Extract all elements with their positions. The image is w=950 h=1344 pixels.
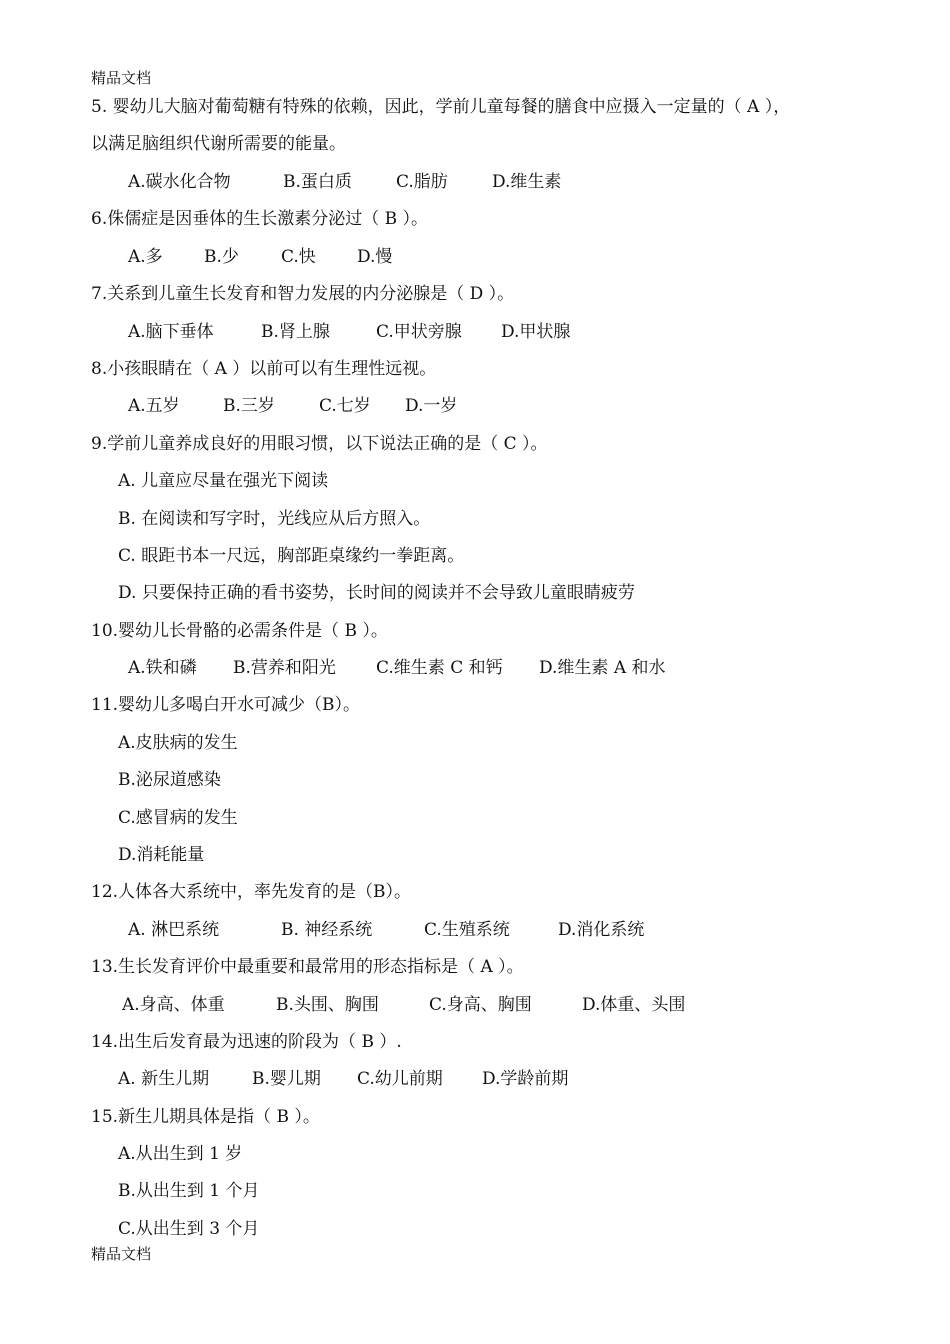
q8-option-b: B.三岁 [223,396,275,416]
q10-option-c: C.维生素 C 和钙 [376,658,503,678]
q9-option-a: A. 儿童应尽量在强光下阅读 [118,471,329,491]
q8-option-d: D.一岁 [405,396,458,416]
q8-option-a: A.五岁 [128,396,180,416]
q15-option-a: A.从出生到 1 岁 [118,1144,243,1164]
q11-option-b: B.泌尿道感染 [118,770,221,790]
q12-option-b: B. 神经系统 [281,920,373,940]
q11-option-d: D.消耗能量 [118,845,205,865]
q15-option-c: C.从出生到 3 个月 [118,1219,260,1239]
page-header: 精品文档 [91,69,152,87]
question-9: 9.学前儿童养成良好的用眼习惯，以下说法正确的是（ C ）。 [91,434,548,454]
q11-option-a: A.皮肤病的发生 [118,733,238,753]
q14-option-d: D.学龄前期 [482,1069,569,1089]
q13-option-b: B.头围、胸围 [276,995,379,1015]
q5-option-b: B.蛋白质 [283,172,352,192]
question-12: 12.人体各大系统中，率先发育的是（B）。 [91,882,412,902]
q6-option-d: D.慢 [357,247,393,267]
q6-option-b: B.少 [204,247,239,267]
question-6: 6.侏儒症是因垂体的生长激素分泌过（ B ）。 [91,209,429,229]
q14-option-a: A. 新生儿期 [118,1069,210,1089]
q5-option-d: D.维生素 [492,172,562,192]
q12-option-d: D.消化系统 [558,920,645,940]
q15-option-b: B.从出生到 1 个月 [118,1181,260,1201]
question-5-line-2: 以满足脑组织代谢所需要的能量。 [91,134,346,154]
q5-option-a: A.碳水化合物 [128,172,231,192]
q7-option-d: D.甲状腺 [501,322,571,342]
question-5-line-1: 5. 婴幼儿大脑对葡萄糖有特殊的依赖，因此，学前儿童每餐的膳食中应摄入一定量的（ A ）， [91,97,791,117]
q6-option-c: C.快 [281,247,316,267]
question-13: 13.生长发育评价中最重要和最常用的形态指标是（ A ）。 [91,957,524,977]
q9-option-c: C. 眼距书本一尺远，胸部距桌缘约一拳距离。 [118,546,465,566]
q5-option-c: C.脂肪 [396,172,448,192]
q14-option-b: B.婴儿期 [252,1069,321,1089]
q8-option-c: C.七岁 [319,396,371,416]
q13-option-a: A.身高、体重 [122,995,225,1015]
q11-option-c: C.感冒病的发生 [118,808,238,828]
q10-option-a: A.铁和磷 [128,658,197,678]
q14-option-c: C.幼儿前期 [357,1069,443,1089]
question-10: 10.婴幼儿长骨骼的必需条件是（ B ）。 [91,621,388,641]
question-8: 8.小孩眼睛在（ A ）以前可以有生理性远视。 [91,359,437,379]
q7-option-c: C.甲状旁腺 [376,322,462,342]
q10-option-d: D.维生素 A 和水 [539,658,666,678]
q9-option-d: D. 只要保持正确的看书姿势，长时间的阅读并不会导致儿童眼睛疲劳 [118,583,635,603]
page-footer: 精品文档 [91,1245,152,1263]
question-15: 15.新生儿期具体是指（ B ）。 [91,1107,320,1127]
q6-option-a: A.多 [128,247,163,267]
q9-option-b: B. 在阅读和写字时，光线应从后方照入。 [118,509,431,529]
question-7: 7.关系到儿童生长发育和智力发展的内分泌腺是（ D ）。 [91,284,515,304]
q12-option-a: A. 淋巴系统 [128,920,220,940]
question-11: 11.婴幼儿多喝白开水可减少（B）。 [91,695,361,715]
question-14: 14.出生后发育最为迅速的阶段为（ B ）. [91,1032,402,1052]
q10-option-b: B.营养和阳光 [233,658,336,678]
q12-option-c: C.生殖系统 [424,920,510,940]
q13-option-c: C.身高、胸围 [429,995,532,1015]
q13-option-d: D.体重、头围 [582,995,686,1015]
q7-option-a: A.脑下垂体 [128,322,214,342]
q7-option-b: B.肾上腺 [261,322,330,342]
